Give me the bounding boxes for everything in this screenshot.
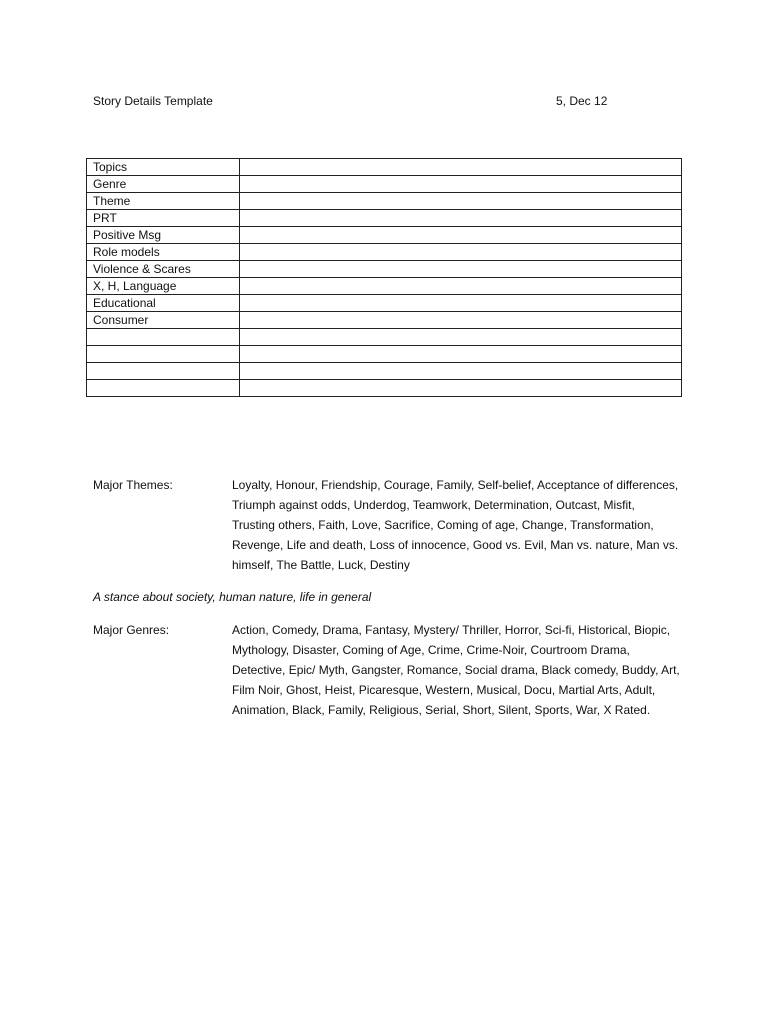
row-value[interactable] — [240, 176, 682, 193]
table-row — [87, 244, 682, 261]
row-value[interactable] — [240, 159, 682, 176]
row-value[interactable] — [240, 346, 682, 363]
row-value[interactable] — [240, 244, 682, 261]
row-value[interactable] — [240, 329, 682, 346]
table-row — [87, 193, 682, 210]
row-label: PRT — [87, 210, 240, 227]
table-row — [87, 278, 682, 295]
table-row — [87, 210, 682, 227]
table-row — [87, 159, 682, 176]
table-row — [87, 227, 682, 244]
major-genres-term: Major Genres: — [93, 623, 170, 637]
table-row — [87, 329, 682, 346]
row-label: Positive Msg — [87, 227, 240, 244]
row-value[interactable] — [240, 210, 682, 227]
topics-table — [86, 158, 682, 397]
row-value[interactable] — [240, 261, 682, 278]
row-value[interactable] — [240, 363, 682, 380]
table-row — [87, 346, 682, 363]
row-label: Consumer — [87, 312, 240, 329]
row-label: Violence & Scares — [87, 261, 240, 278]
major-themes-section — [93, 475, 683, 577]
row-value[interactable] — [240, 227, 682, 244]
major-themes-list: Loyalty, Honour, Friendship, Courage, Family, Self-belief, Acceptance of differences, Triumph against odds, Underdog, Teamwork, Determination, Outcast, Misfit, Trusting others, Faith, Love, Sacrifice, Coming of age, Change, Transformation, Revenge, Life and death, Loss of innocence, Good vs. Evil, Man vs. nature, Man vs. himself, The Battle, Luck, Destiny — [232, 478, 679, 572]
table-row — [87, 176, 682, 193]
major-genres-section — [93, 620, 683, 742]
document-title: Story Details Template — [93, 94, 213, 108]
table-row — [87, 312, 682, 329]
row-value[interactable] — [240, 193, 682, 210]
row-label[interactable] — [87, 346, 240, 363]
table-row — [87, 380, 682, 397]
table-row — [87, 261, 682, 278]
row-label[interactable] — [87, 329, 240, 346]
row-label: X, H, Language — [87, 278, 240, 295]
major-genres-list: Action, Comedy, Drama, Fantasy, Mystery/ Thriller, Horror, Sci-fi, Historical, Biopic, Mythology, Disaster, Coming of Age, Crime, Crime-Noir, Courtroom Drama, Detective, Epic/ Myth, Gangster, Romance, Social drama, Black comedy, Buddy, Art, Film Noir, Ghost, Heist, Picaresque, Western, Musical, Docu, Martial Arts, Adult, Animation, Black, Family, Religious, Serial, Short, Silent, Sports, War, X Rated. — [232, 623, 680, 717]
row-label[interactable] — [87, 380, 240, 397]
row-value[interactable] — [240, 312, 682, 329]
document-date: 5, Dec 12 — [556, 94, 608, 108]
row-label: Role models — [87, 244, 240, 261]
row-label: Topics — [87, 159, 240, 176]
table-row — [87, 363, 682, 380]
row-label: Genre — [87, 176, 240, 193]
major-themes-term: Major Themes: — [93, 478, 173, 492]
row-label[interactable] — [87, 363, 240, 380]
stance-note: A stance about society, human nature, life in general — [93, 590, 372, 604]
row-value[interactable] — [240, 295, 682, 312]
row-value[interactable] — [240, 380, 682, 397]
table-row — [87, 295, 682, 312]
row-label: Theme — [87, 193, 240, 210]
row-label: Educational — [87, 295, 240, 312]
row-value[interactable] — [240, 278, 682, 295]
